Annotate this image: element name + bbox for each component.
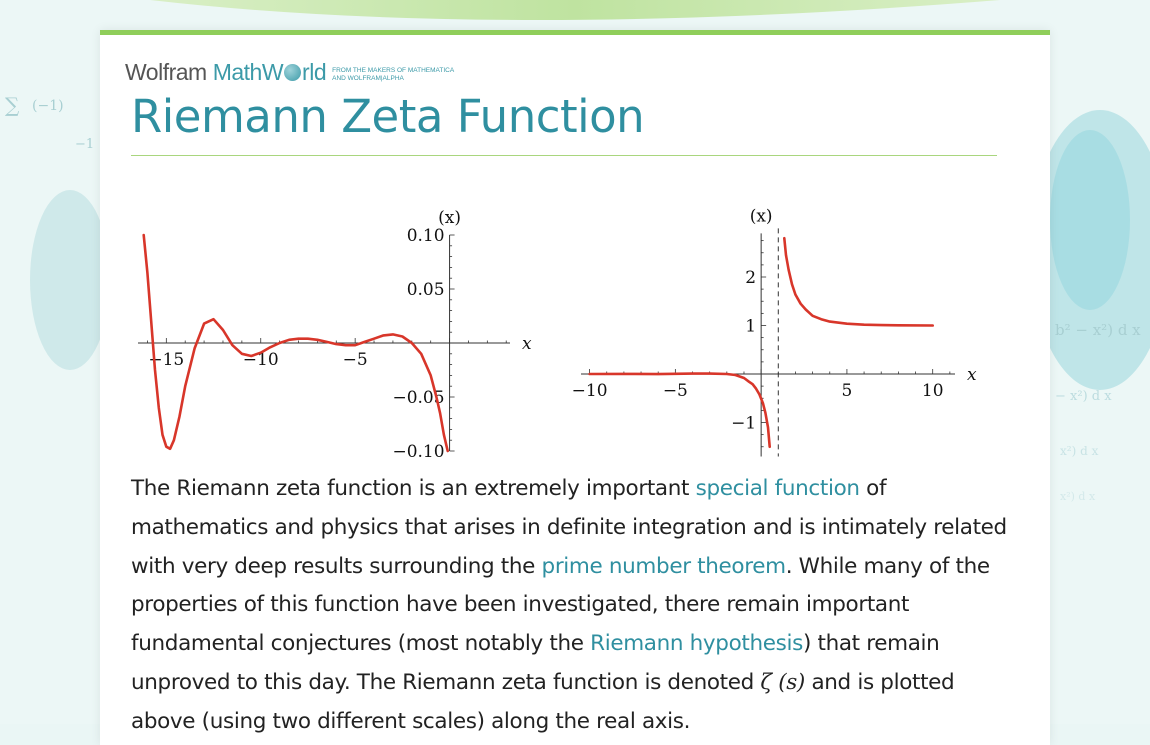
y-tick-label: 2 (745, 268, 757, 288)
y-tick-label: 0.10 (406, 226, 445, 246)
globe-icon (284, 64, 301, 81)
intro-text-5: and is plotted above (using two different scales) along the real axis. (131, 669, 955, 734)
x-tick-label: −5 (662, 381, 688, 401)
y-tick-label: −0.05 (392, 388, 445, 408)
y-axis-label: (x) (749, 206, 773, 227)
title-divider (131, 155, 997, 156)
logo-mathworld: MathW rld (212, 59, 327, 85)
intro-text-1: The Riemann zeta function is an extremely important (131, 476, 696, 501)
zeta-plot-left (130, 171, 540, 462)
x-tick-label: −10 (242, 350, 279, 370)
y-tick-label: 1 (745, 316, 757, 337)
svg-text:(−1): (−1) (32, 98, 64, 114)
zeta-symbol: ζ (s) (760, 669, 805, 695)
x-tick-label: −15 (148, 350, 185, 370)
tagline-line-1: FROM THE MAKERS OF MATHEMATICA (332, 67, 455, 74)
logo-tagline (332, 67, 454, 83)
zeta-plot-right (571, 171, 995, 441)
site-logo[interactable] (125, 59, 454, 86)
link-prime-number-theorem[interactable]: prime number theorem (541, 553, 786, 579)
intro-text-3: . While many of the properties of this function have been investigated, there remain important fundamental conjectures (most notably the (131, 553, 990, 657)
x-axis-label: x (522, 334, 532, 354)
y-tick-label: 0.05 (406, 280, 445, 300)
x-tick-label: 5 (841, 381, 853, 401)
page-title: Riemann Zeta Function (131, 90, 645, 143)
link-riemann-hypothesis[interactable]: Riemann hypothesis (590, 631, 803, 657)
link-special-function[interactable]: special function (695, 476, 860, 501)
tagline-line-2: AND WOLFRAM|ALPHA (332, 75, 404, 82)
svg-text:− x²) d x: − x²) d x (1055, 389, 1112, 404)
x-tick-label: −5 (342, 350, 368, 370)
svg-text:b² − x²) d x: b² − x²) d x (1055, 321, 1141, 339)
x-tick-label: −10 (571, 381, 608, 401)
svg-text:−1: −1 (75, 137, 95, 152)
intro-text-4: ) that remain unproved to this day. The Riemann zeta function is denoted (131, 631, 940, 695)
zeta-curve-2 (784, 238, 932, 325)
svg-text:x²) d x: x²) d x (1060, 490, 1096, 503)
x-tick-label: 10 (921, 381, 944, 401)
y-axis-label: (x) (438, 208, 462, 228)
content-card (100, 30, 1050, 745)
svg-text:∑: ∑ (5, 93, 20, 117)
intro-paragraph (131, 470, 1011, 742)
logo-wolfram: Wolfram (125, 59, 207, 85)
y-tick-label: −1 (731, 413, 757, 434)
x-axis-label: x (967, 365, 977, 385)
intro-text-2: of mathematics and physics that arises in definite integration and is intimately related with very deep results surrounding the (131, 476, 1007, 579)
svg-text:x²) d x: x²) d x (1060, 444, 1099, 458)
y-tick-label: −0.10 (392, 442, 445, 462)
